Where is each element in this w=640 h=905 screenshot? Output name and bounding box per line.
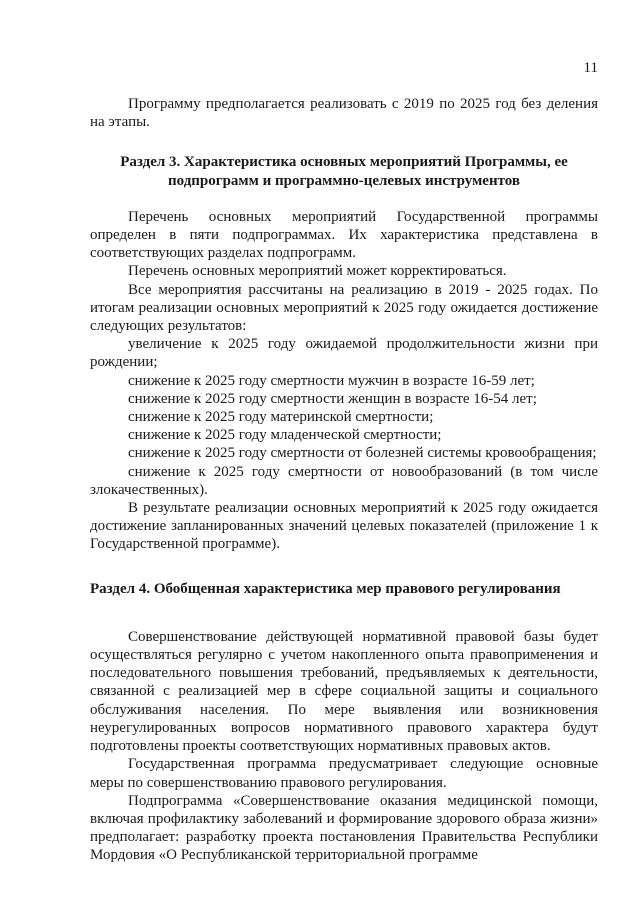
section-4-paragraph: Государственная программа предусматривает следующие основные меры по совершенствованию правового регулирования. (90, 756, 598, 791)
section-3-paragraph: Перечень основных мероприятий может корректироваться. (128, 263, 507, 280)
result-item: снижение к 2025 году младенческой смертности; (128, 427, 442, 444)
result-item: снижение к 2025 году смертности женщин в возрасте 16-54 лет; (128, 390, 537, 407)
section-4-paragraph: Подпрограмма «Совершенствование оказания медицинской помощи, включая профилактику заболеваний и формирование здорового образа жизни» предполагает: разработку проекта постановления Правительства Республики Мордовия «О Республиканской территориальной программе (90, 792, 598, 864)
section-4-paragraph: Совершенствование действующей нормативной правовой базы будет осуществляться регулярно с учетом накопленного опыта правоприменения и последовательного повышения требований, предъявляемых к деятельности, связанной с реализацией мер в сфере социальной защиты и социального обслуживания населения. По мере выявления или возникновения неурегулированных вопросов нормативного правового характера будут подготовлены проекты соответствующих нормативных правовых актов. (90, 628, 598, 755)
section-3-paragraph: В результате реализации основных мероприятий к 2025 году ожидается достижение запланированных значений целевых показателей (приложение 1 к Государственной программе). (90, 500, 598, 553)
section-3-title: Раздел 3. Характеристика основных мероприятий Программы, ее подпрограмм и программно-целевых инструментов (120, 154, 568, 189)
intro-paragraph: Программу предполагается реализовать с 2019 по 2025 год без деления на этапы. (90, 96, 598, 131)
section-3-paragraph: Все мероприятия рассчитаны на реализацию в 2019 - 2025 годах. По итогам реализации основных мероприятий к 2025 году ожидается достижение следующих результатов: (90, 281, 598, 335)
result-item: увеличение к 2025 году ожидаемой продолжительности жизни при рождении; (90, 336, 598, 371)
result-item: снижение к 2025 году смертности от новообразований (в том числе злокачественных). (90, 463, 598, 498)
section-3-paragraph: Перечень основных мероприятий Государственной программы определен в пяти подпрограммах. Их характеристика представлена в соответствующих разделах подпрограмм. (90, 208, 598, 262)
result-item: снижение к 2025 году смертности мужчин в возрасте 16-59 лет; (128, 372, 535, 389)
result-item: снижение к 2025 году смертности от болезней системы кровообращения; (128, 445, 597, 462)
result-item: снижение к 2025 году материнской смертности; (128, 409, 434, 426)
document-body (90, 95, 598, 865)
page-number: 11 (583, 60, 598, 76)
section-4-title: Раздел 4. Обобщенная характеристика мер правового регулирования (90, 580, 561, 597)
